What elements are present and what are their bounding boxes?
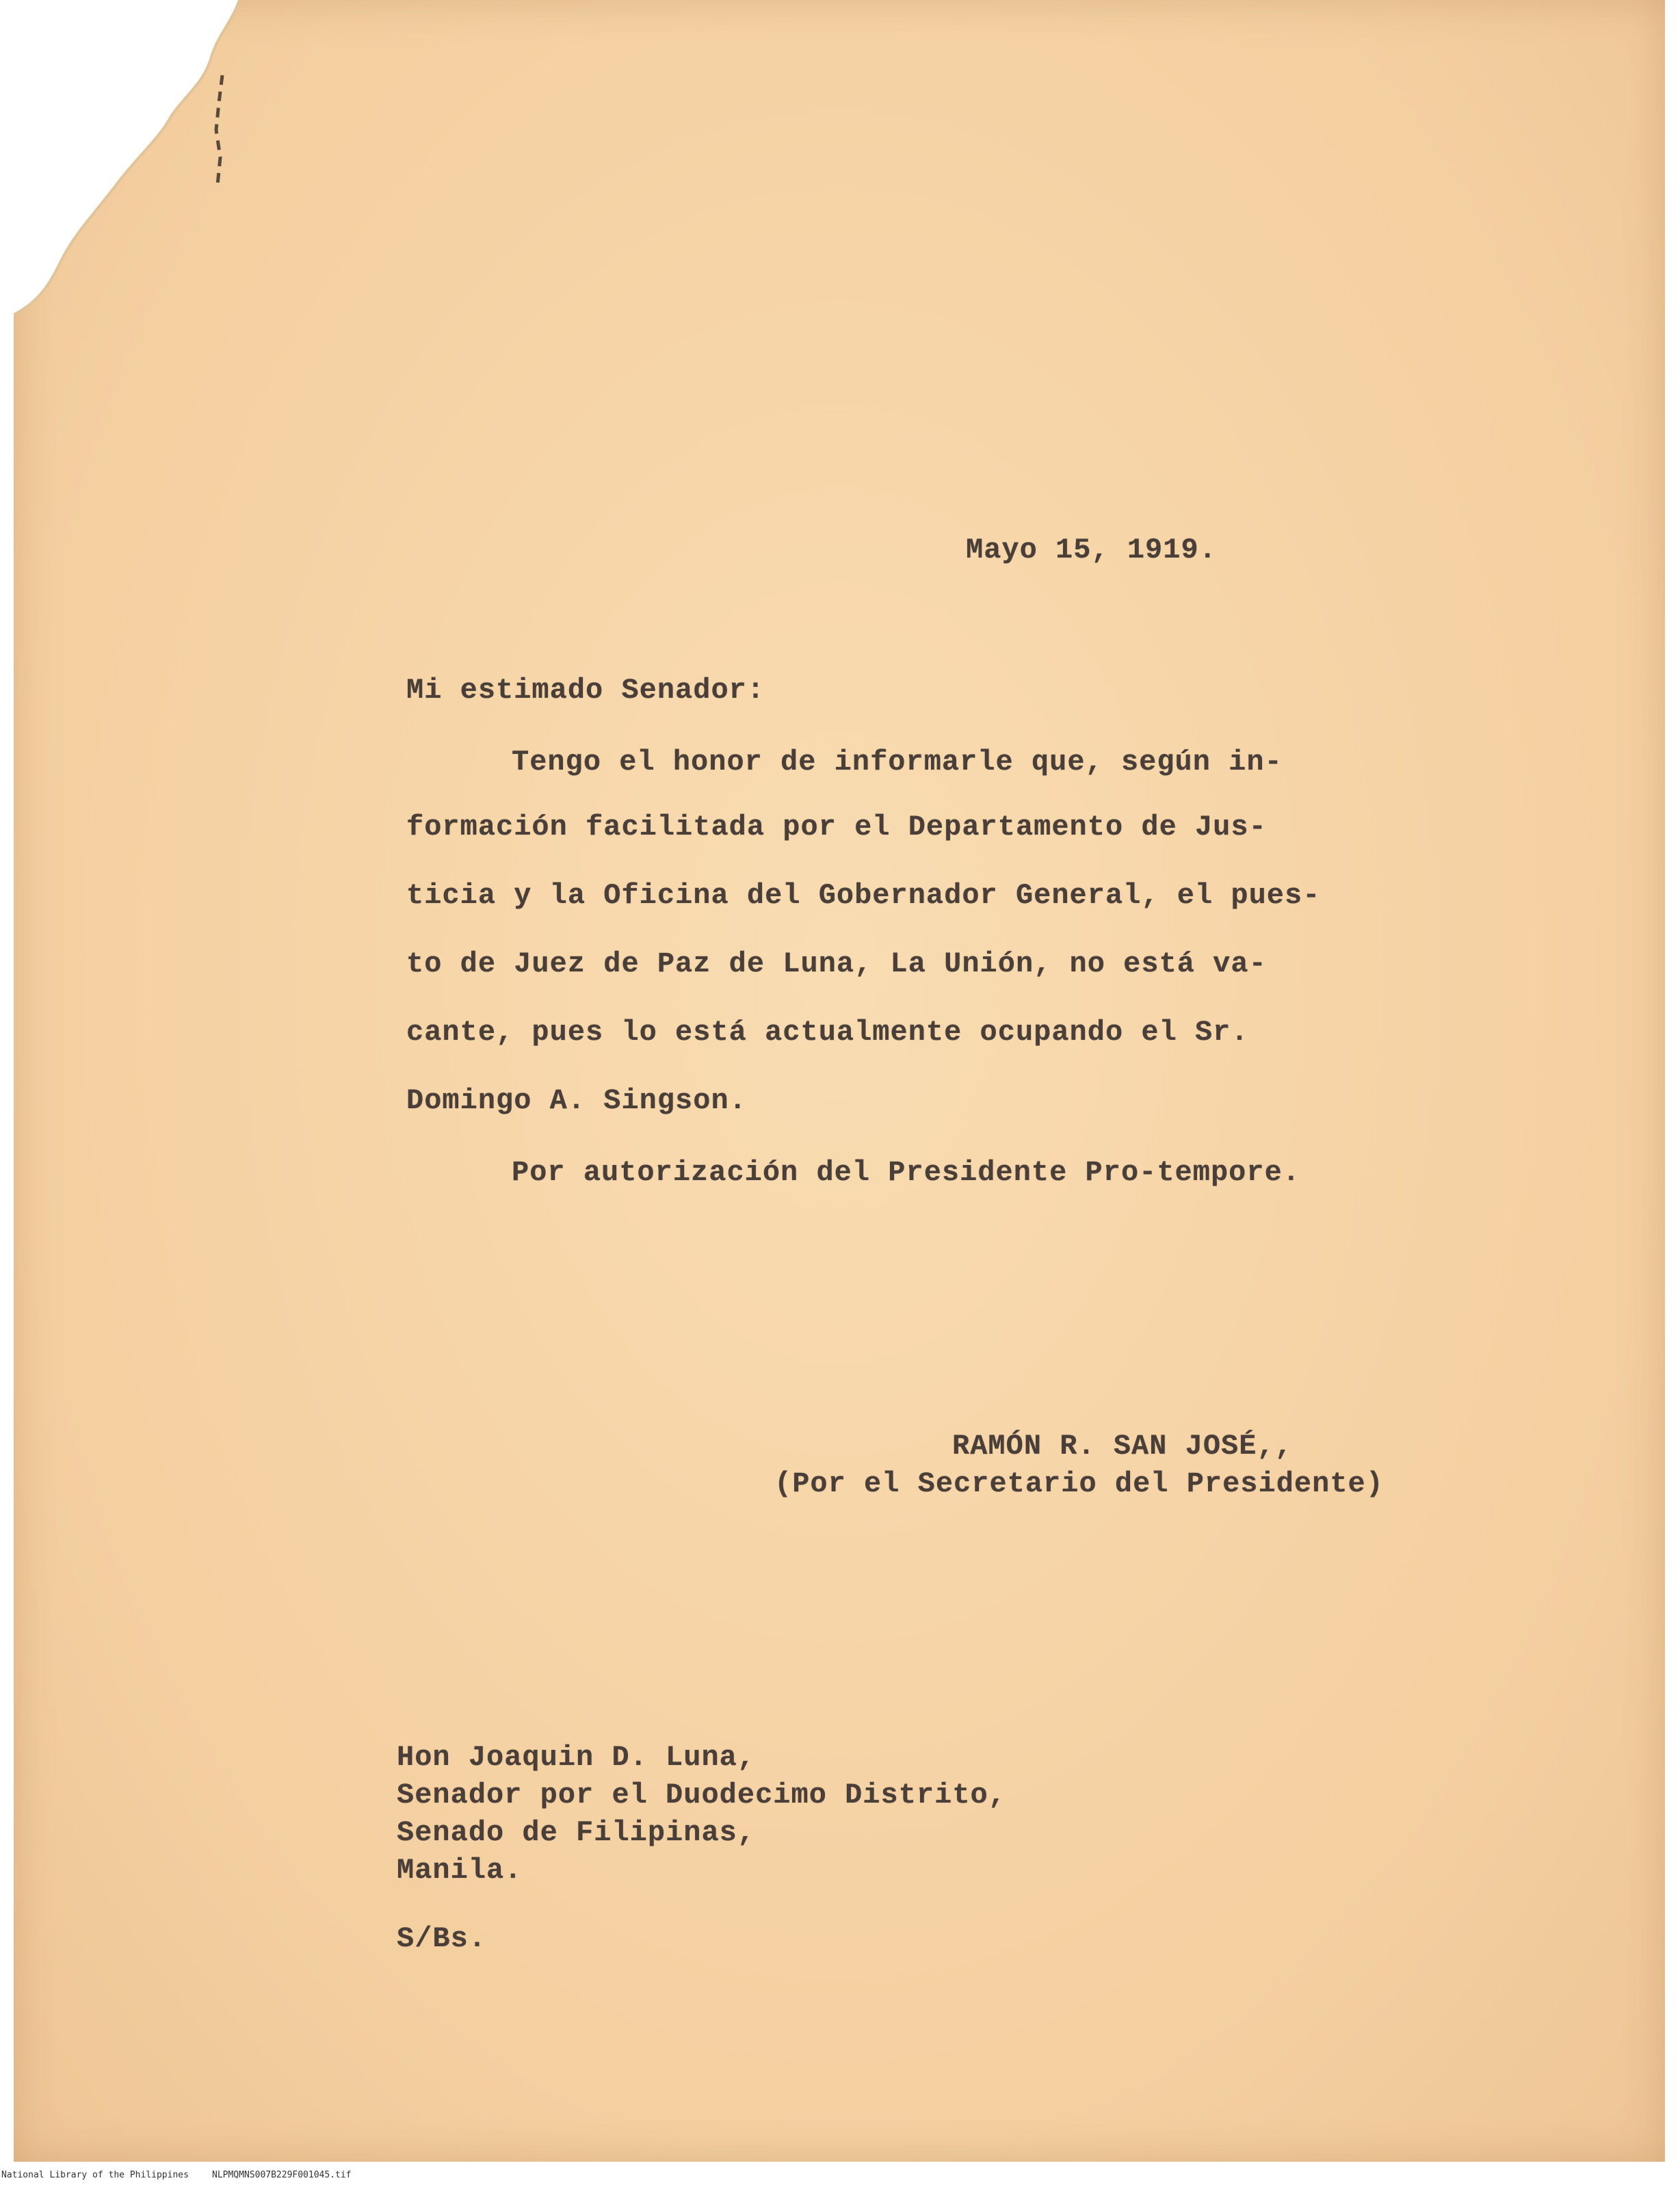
- letter-paper: [14, 0, 1665, 2162]
- typist-initials: S/Bs.: [397, 1922, 487, 1955]
- recipient-line-2: Senador por el Duodecimo Distrito,: [397, 1779, 1006, 1811]
- torn-corner: [14, 0, 260, 322]
- recipient-line-3: Senado de Filipinas,: [397, 1816, 756, 1849]
- body-line-6: Domingo A. Singson.: [406, 1084, 747, 1117]
- body-line-3: ticia y la Oficina del Gobernador General, el pues-: [406, 879, 1321, 912]
- body-line-1: Tengo el honor de informarle que, según in-: [512, 746, 1283, 779]
- library-credit: National Library of the Philippines: [1, 2170, 189, 2180]
- recipient-line-4: Manila.: [397, 1854, 523, 1887]
- signer-name: RAMÓN R. SAN JOSÉ,,: [952, 1430, 1293, 1463]
- closing-line: Por autorización del Presidente Pro-tempore.: [512, 1156, 1300, 1189]
- signer-title: (Por el Secretario del Presidente): [774, 1467, 1384, 1500]
- file-id: NLPMQMNS007B229F001045.tif: [212, 2170, 352, 2180]
- salutation: Mi estimado Senador:: [406, 674, 765, 707]
- body-line-5: cante, pues lo está actualmente ocupando el Sr.: [406, 1016, 1249, 1049]
- recipient-line-1: Hon Joaquin D. Luna,: [397, 1741, 756, 1774]
- body-line-2: formación facilitada por el Departamento de Jus-: [406, 811, 1267, 843]
- body-line-4: to de Juez de Paz de Luna, La Unión, no está va-: [406, 947, 1267, 980]
- letter-date: Mayo 15, 1919.: [966, 534, 1217, 566]
- scan-footer: [0, 2167, 1680, 2185]
